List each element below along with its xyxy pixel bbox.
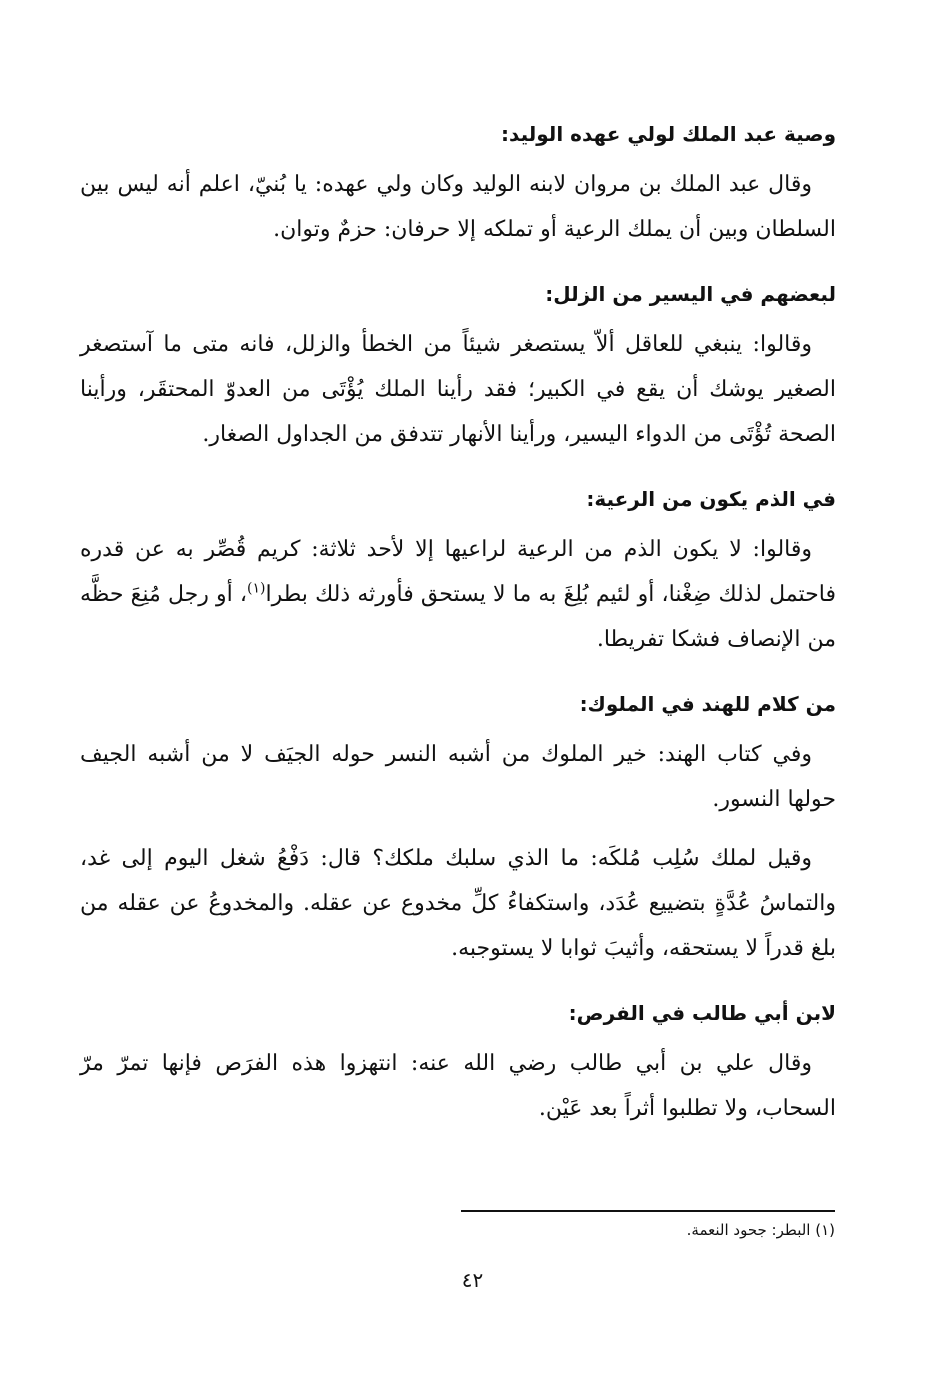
page-number: ٤٢	[461, 1268, 484, 1292]
section-1	[80, 118, 836, 252]
paragraph	[80, 527, 836, 662]
paragraph: وقالوا: ينبغي للعاقل ألاّ يستصغر شيئاً من الخطأ والزلل، فانه متى ما آستصغر الصغير يوشك أن يقع في الكبير؛ فقد رأينا الملك يُؤْتَى من العدوّ المحتقَر، ورأينا الصحة تُؤْتَى من الدواء اليسير، ورأينا الأنهار تتدفق من الجداول الصغار.	[80, 332, 836, 447]
paragraph: وقال عبد الملك بن مروان لابنه الوليد وكان ولي عهده: يا بُنيّ، اعلم أنه ليس بين السلطان وبين أن يملك الرعية أو تملكه إلا حرفان: حزمٌ وتوان.	[80, 172, 836, 242]
section-4	[80, 688, 836, 971]
paragraph: وقيل لملك سُلِب مُلكَه: ما الذي سلبك ملكك؟ قال: دَفْعُ شغل اليوم إلى غد، والتماسُ عُدَّةٍ بتضييع عُدَد، واستكفاءُ كلِّ مخدوع عن عقله. والمخدوعُ عن عقله من بلغ قدراً لا يستحقه، وأثيبَ ثوابا لا يستوجبه.	[80, 846, 836, 961]
text-column	[80, 118, 836, 1157]
section-heading: لبعضهم في اليسير من الزلل:	[545, 282, 836, 306]
section-5	[80, 997, 836, 1131]
section-heading: من كلام للهند في الملوك:	[579, 692, 836, 716]
section-heading: لابن أبي طالب في الفرص:	[568, 1001, 836, 1025]
section-3	[80, 483, 836, 662]
paragraph: وقال علي بن أبي طالب رضي الله عنه: انتهزوا هذه الفرَص فإنها تمرّ مرّ السحاب، ولا تطلبوا أثراً بعد عَيْن.	[80, 1051, 836, 1121]
section-heading: وصية عبد الملك لولي عهده الوليد:	[501, 122, 836, 146]
paragraph-text: ، أو رجل مُنِعَ حظَّه من الإنصاف فشكا تفريطا.	[80, 582, 836, 652]
footnote-reference: (١)	[247, 580, 266, 597]
section-heading: في الذم يكون من الرعية:	[586, 487, 836, 511]
footnote-divider	[461, 1210, 835, 1212]
footnote: (١) البطر: جحود النعمة.	[686, 1221, 835, 1239]
paragraph: وفي كتاب الهند: خير الملوك من أشبه النسر حوله الجيَف لا من أشبه الجيف حولها النسور.	[80, 742, 836, 812]
paragraph-text: وقالوا: لا يكون الذم من الرعية لراعيها إلا لأحد ثلاثة: كريم قُصِّر به عن قدره فاحتمل لذلك ضِغْنا، أو لئيم بُلِغَ به ما لا يستحق فأورثه ذلك بطرا	[80, 537, 836, 607]
section-2	[80, 278, 836, 457]
